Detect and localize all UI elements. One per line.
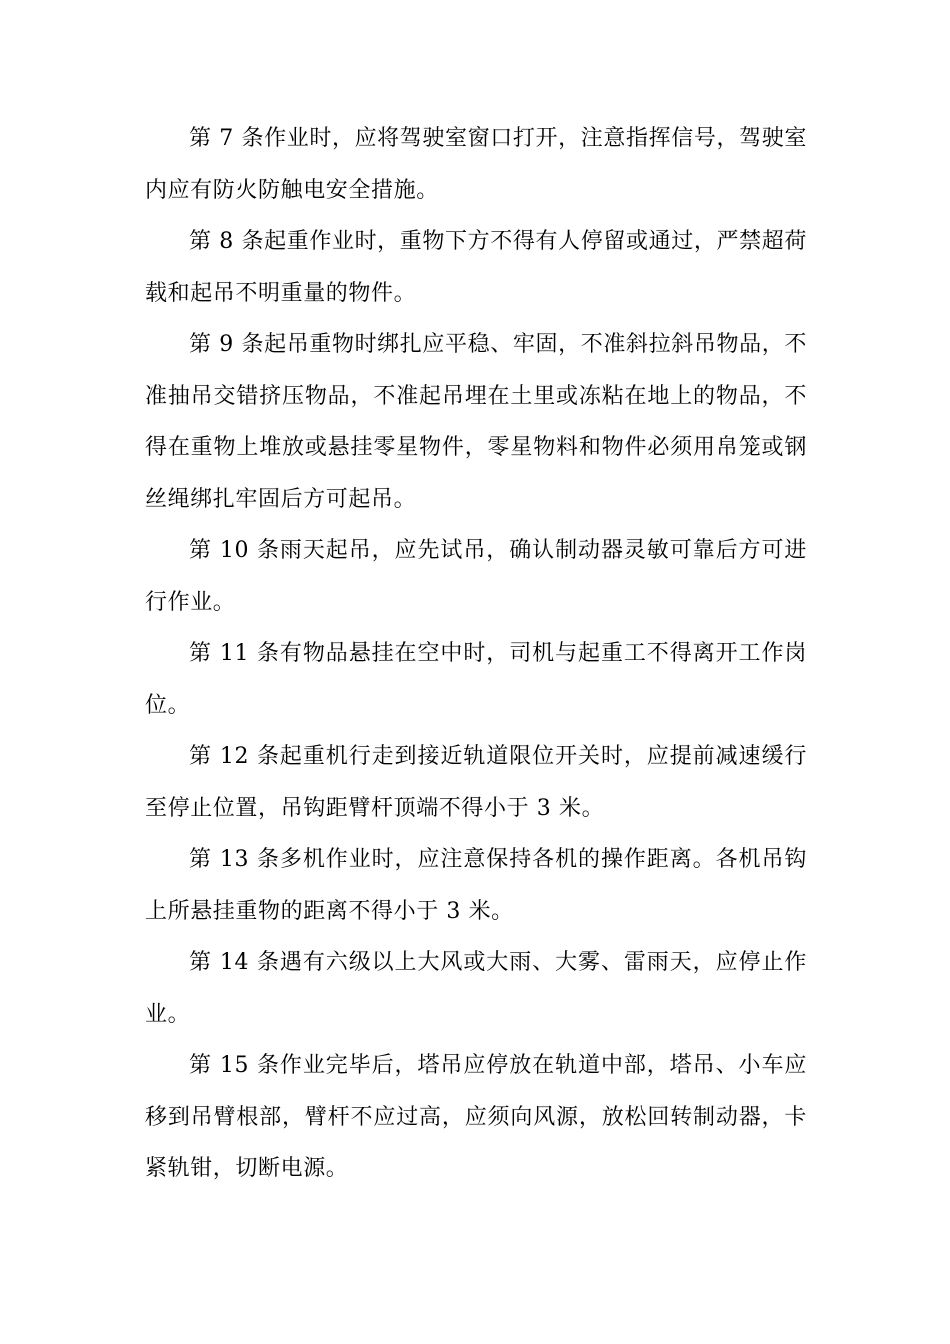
article-8-paragraph: 第 8 条起重作业时，重物下方不得有人停留或通过，严禁超荷载和起吊不明重量的物件。 [145, 229, 807, 306]
article-10-paragraph: 第 10 条雨天起吊，应先试吊，确认制动器灵敏可靠后方可进行作业。 [145, 538, 807, 615]
article-12-paragraph: 第 12 条起重机行走到接近轨道限位开关时，应提前减速缓行至停止位置，吊钩距臂杆顶端不得小于 3 米。 [145, 744, 807, 821]
article-15-paragraph: 第 15 条作业完毕后，塔吊应停放在轨道中部，塔吊、小车应移到吊臂根部，臂杆不应过高，应须向风源，放松回转制动器，卡紧轨钳，切断电源。 [145, 1053, 807, 1181]
article-9-paragraph: 第 9 条起吊重物时绑扎应平稳、牢固，不准斜拉斜吊物品，不准抽吊交错挤压物品，不准起吊埋在土里或冻粘在地上的物品，不得在重物上堆放或悬挂零星物件，零星物料和物件必须用帛笼或钢丝绳绑扎牢固后方可起吊。 [145, 332, 807, 512]
article-13-paragraph: 第 13 条多机作业时，应注意保持各机的操作距离。各机吊钩上所悬挂重物的距离不得小于 3 米。 [145, 847, 807, 924]
article-7-paragraph: 第 7 条作业时，应将驾驶室窗口打开，注意指挥信号，驾驶室内应有防火防触电安全措施。 [145, 126, 807, 203]
article-11-paragraph: 第 11 条有物品悬挂在空中时，司机与起重工不得离开工作岗位。 [145, 641, 807, 718]
document-body [145, 113, 807, 1195]
article-14-paragraph: 第 14 条遇有六级以上大风或大雨、大雾、雷雨天，应停止作业。 [145, 950, 807, 1027]
